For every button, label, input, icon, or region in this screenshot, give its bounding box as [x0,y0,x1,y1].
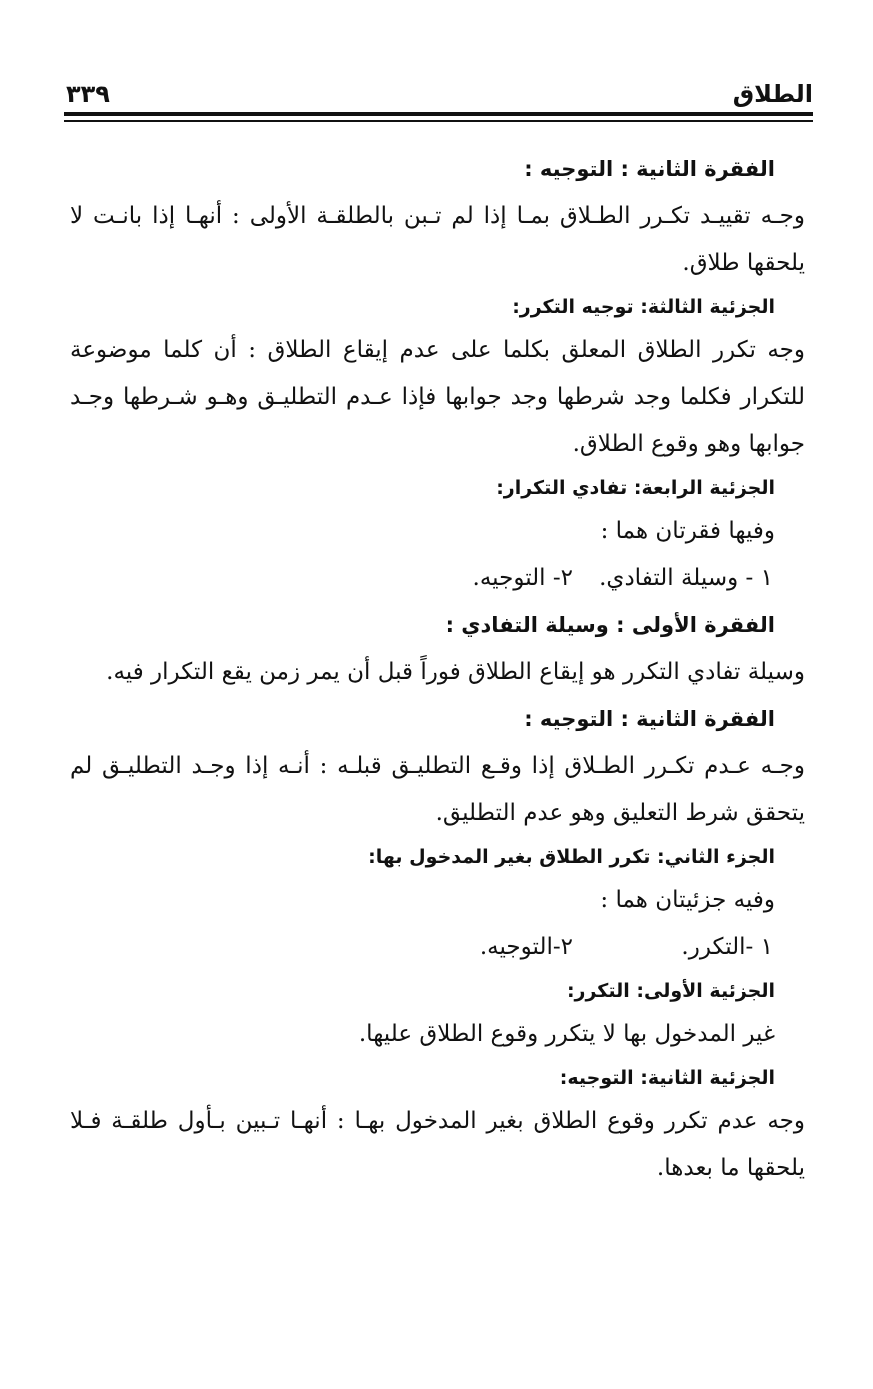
subsection-heading: الجزئية الثانية: التوجيه: [559,1067,775,1089]
text-line: وجـه تقييـد تكـرر الطـلاق بمـا إذا لم تـبن بالطلقـة الأولى : أنهـا إذا بانـت لا [70,203,805,229]
header-rule-thick [64,112,813,116]
list-item: ١ - وسيلة التفادي. [599,565,773,591]
subsection-heading: الجزء الثاني: تكرر الطلاق بغير المدخول بها: [368,846,775,868]
item-pair [70,924,805,971]
header-rule-thin [64,120,813,122]
text-line: وجه تكرر الطلاق المعلق بكلما على عدم إيقاع الطلاق : أن كلما موضوعة [70,337,805,363]
list-item: ٢-التوجيه. [479,934,573,960]
section-heading: الفقرة الأولى : وسيلة التفادي : [445,613,775,637]
subsection-heading: الجزئية الثالثة: توجيه التكرر: [512,296,775,318]
text-line: يلحقها طلاق. [682,250,805,276]
text-line: يلحقها ما بعدها. [656,1155,805,1181]
running-header [66,78,813,110]
text-line: جوابها وهو وقوع الطلاق. [572,431,805,457]
text-line: يتحقق شرط التعليق وهو عدم التطليق. [435,800,805,826]
text-line: غير المدخول بها لا يتكرر وقوع الطلاق عليها. [358,1021,775,1047]
text-line: وفيها فقرتان هما : [600,518,775,544]
header-title: الطلاق [732,80,813,108]
page-body [70,146,805,1192]
list-item: ٢- التوجيه. [472,565,573,591]
section-heading: الفقرة الثانية : التوجيه : [524,157,775,181]
subsection-heading: الجزئية الرابعة: تفادي التكرار: [496,477,775,499]
text-line: وفيه جزئيتان هما : [600,887,775,913]
text-line: وجـه عـدم تكـرر الطـلاق إذا وقـع التطليـق قبلـه : أنـه إذا وجـد التطليـق لم [70,753,805,779]
section-heading: الفقرة الثانية : التوجيه : [524,707,775,731]
text-line: وسيلة تفادي التكرر هو إيقاع الطلاق فوراً قبل أن يمر زمن يقع التكرار فيه. [106,659,805,685]
list-item: ١ -التكرر. [681,934,773,960]
page-number: ٣٣٩ [66,80,110,108]
text-line: للتكرار فكلما وجد شرطها وجد جوابها فإذا عـدم التطليـق وهـو شـرطها وجـد [70,384,805,410]
subsection-heading: الجزئية الأولى: التكرر: [566,980,775,1002]
text-line: وجه عدم تكرر وقوع الطلاق بغير المدخول بهـا : أنهـا تـبين بـأول طلقـة فـلا [70,1108,805,1134]
item-pair [70,555,805,602]
